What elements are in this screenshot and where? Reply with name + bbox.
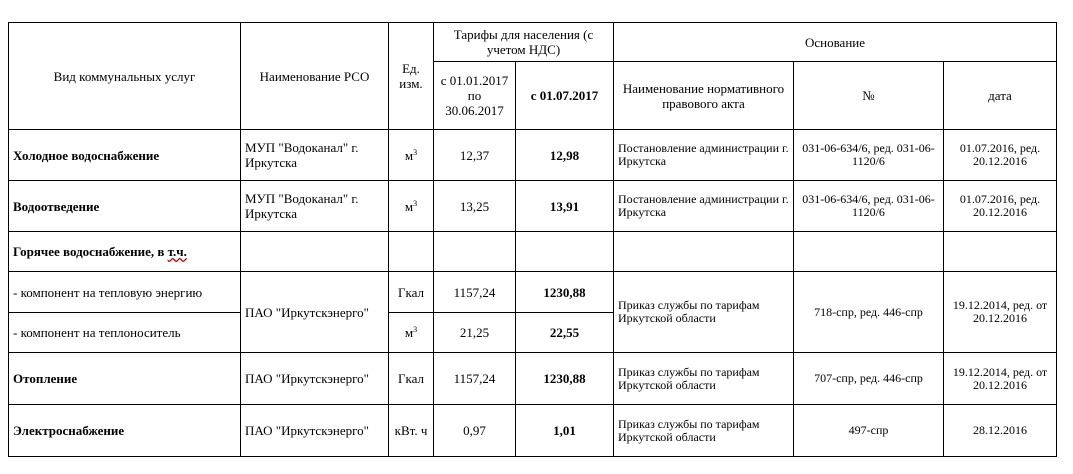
tariff-2-heating: 1230,88 [516,353,614,405]
unit-base: м [404,325,414,340]
empty-cell [614,232,794,272]
header-service-type: Вид коммунальных услуг [9,23,241,130]
empty-cell [389,232,434,272]
service-hot-water [9,232,241,272]
header-period-1: с 01.01.2017 по 30.06.2017 [434,62,516,130]
rso-heating: ПАО "Иркутскэнерго" [241,353,389,405]
table-row [9,130,1057,181]
hot-water-abbr: т.ч. [167,244,187,259]
tariff-1-sewerage: 13,25 [434,181,516,232]
empty-cell [434,232,516,272]
act-hot-water: Приказ службы по тарифам Иркутской области [614,272,794,353]
unit-cold-water [389,130,434,181]
tariff-2-electricity: 1,01 [516,405,614,457]
act-sewerage: Постановление администрации г. Иркутска [614,181,794,232]
table-row [9,353,1057,405]
rso-sewerage: МУП "Водоканал" г. Иркутска [241,181,389,232]
header-period-2: с 01.07.2017 [516,62,614,130]
header-row-1 [9,23,1057,62]
header-unit: Ед. изм. [389,23,434,130]
act-heating: Приказ службы по тарифам Иркутской области [614,353,794,405]
rso-hot-water: ПАО "Иркутскэнерго" [241,272,389,353]
number-electricity: 497-спр [794,405,944,457]
unit-heat-component: Гкал [389,272,434,313]
unit-carrier-component [389,313,434,353]
tariff-1-heat-component: 1157,24 [434,272,516,313]
date-electricity: 28.12.2016 [944,405,1057,457]
date-hot-water: 19.12.2014, ред. от 20.12.2016 [944,272,1057,353]
act-cold-water: Постановление администрации г. Иркутска [614,130,794,181]
service-electricity: Электроснабжение [9,405,241,457]
rso-electricity: ПАО "Иркутскэнерго" [241,405,389,457]
date-heating: 19.12.2014, ред. от 20.12.2016 [944,353,1057,405]
service-sewerage: Водоотведение [9,181,241,232]
empty-cell [794,232,944,272]
act-electricity: Приказ службы по тарифам Иркутской области [614,405,794,457]
empty-cell [241,232,389,272]
unit-superscript: 3 [413,147,418,157]
header-date: дата [944,62,1057,130]
date-cold-water: 01.07.2016, ред. 20.12.2016 [944,130,1057,181]
number-hot-water: 718-спр, ред. 446-спр [794,272,944,353]
tariff-2-carrier-component: 22,55 [516,313,614,353]
unit-superscript: 3 [413,198,418,208]
number-cold-water: 031-06-634/6, ред. 031-06-1120/6 [794,130,944,181]
unit-electricity: кВт. ч [389,405,434,457]
header-rso-name: Наименование РСО [241,23,389,130]
table-row [9,272,1057,313]
header-basis-group: Основание [614,23,1057,62]
service-heating: Отопление [9,353,241,405]
number-heating: 707-спр, ред. 446-спр [794,353,944,405]
table-row [9,405,1057,457]
number-sewerage: 031-06-634/6, ред. 031-06-1120/6 [794,181,944,232]
table-row [9,181,1057,232]
service-cold-water: Холодное водоснабжение [9,130,241,181]
tariff-1-cold-water: 12,37 [434,130,516,181]
tariff-1-heating: 1157,24 [434,353,516,405]
header-tariffs-group: Тарифы для населения (с учетом НДС) [434,23,614,62]
tariff-2-cold-water: 12,98 [516,130,614,181]
empty-cell [516,232,614,272]
unit-sewerage [389,181,434,232]
unit-heating: Гкал [389,353,434,405]
header-number: № [794,62,944,130]
empty-cell [944,232,1057,272]
header-act-name: Наименование нормативного правового акта [614,62,794,130]
tariff-2-heat-component: 1230,88 [516,272,614,313]
tariff-1-carrier-component: 21,25 [434,313,516,353]
unit-base: м [404,198,414,214]
hot-water-label: Горячее водоснабжение, в [13,244,168,259]
date-sewerage: 01.07.2016, ред. 20.12.2016 [944,181,1057,232]
unit-base: м [404,147,414,163]
table-row [9,232,1057,272]
rso-cold-water: МУП "Водоканал" г. Иркутска [241,130,389,181]
tariff-2-sewerage: 13,91 [516,181,614,232]
unit-superscript: 3 [413,325,418,334]
service-carrier-component: - компонент на теплоноситель [9,313,241,353]
tariff-1-electricity: 0,97 [434,405,516,457]
tariffs-table [8,22,1057,457]
service-heat-component: - компонент на тепловую энергию [9,272,241,313]
